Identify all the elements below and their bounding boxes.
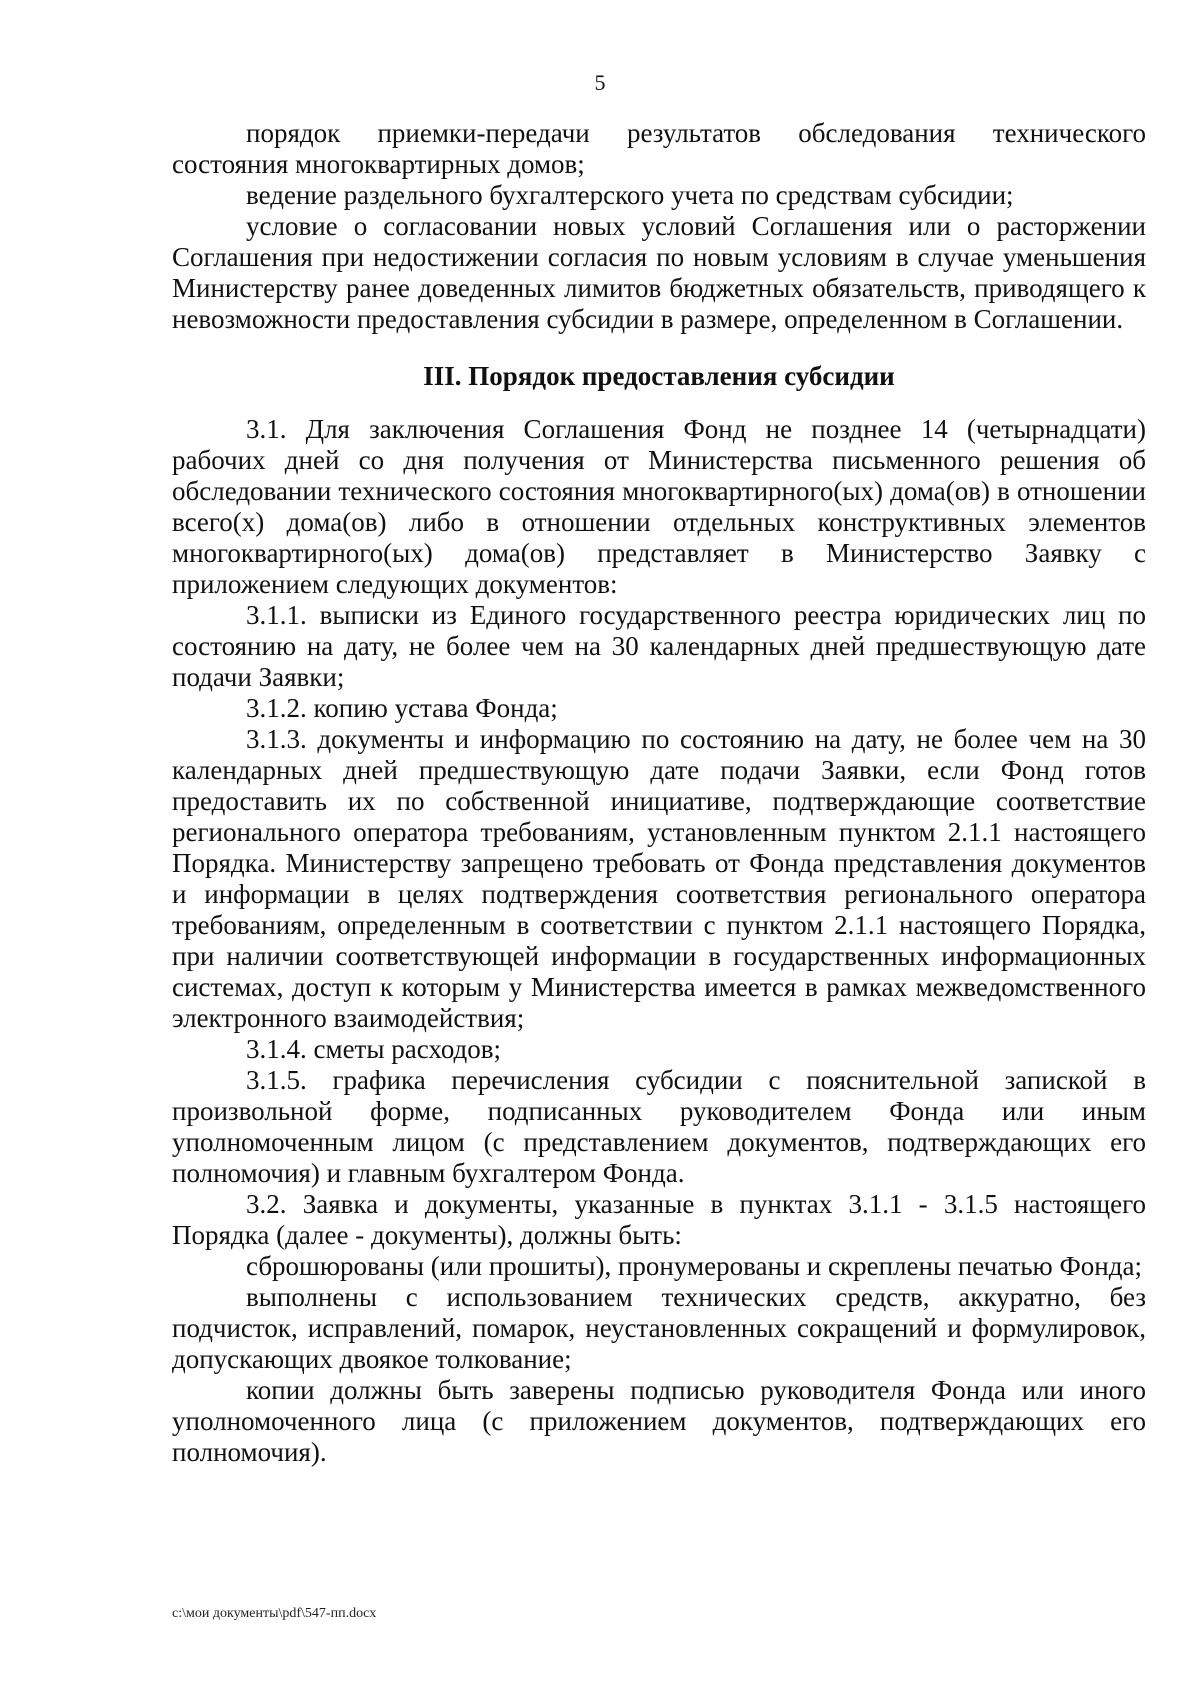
footer-file-path: c:\мои документы\pdf\547-пп.docx (172, 1606, 377, 1621)
paragraph: 3.1.1. выписки из Единого государственного реестра юридических лиц по состоянию на дату, не более чем на 30 календарных дней предшествующую дате подачи Заявки; (172, 600, 1146, 692)
paragraph: сброшюрованы (или прошиты), пронумерованы и скреплены печатью Фонда; (246, 1251, 1142, 1281)
document-body (172, 118, 1146, 1468)
paragraph: порядок приемки-передачи результатов обследования технического состояния многоквартирных домов; (172, 118, 1146, 179)
paragraph: 3.1.4. сметы расходов; (246, 1034, 502, 1064)
paragraph: выполнены с использованием технических средств, аккуратно, без подчисток, исправлений, помарок, неустановленных сокращений и формулировок, допускающих двоякое толкование; (172, 1282, 1146, 1374)
paragraph: копии должны быть заверены подписью руководителя Фонда или иного уполномоченного лица (с приложением документов, подтверждающих его полномочия). (172, 1375, 1146, 1467)
paragraph: условие о согласовании новых условий Соглашения или о расторжении Соглашения при недостижении согласия по новым условиям в случае уменьшения Министерству ранее доведенных лимитов бюджетных обязательств, приводящего к невозможности предоставления субсидии в размере, определенном в Соглашении. (172, 211, 1146, 334)
paragraph: 3.1.3. документы и информацию по состоянию на дату, не более чем на 30 календарных дней предшествующую дате подачи Заявки, если Фонд готов предоставить их по собственной инициативе, подтверждающие соответствие регионального оператора требованиям, установленным пунктом 2.1.1 настоящего Порядка. Министерству запрещено требовать от Фонда представления документов и информации в целях подтверждения соответствия регионального оператора требованиям, определенным в соответствии с пунктом 2.1.1 настоящего Порядка, при наличии соответствующей информации в государственных информационных системах, доступ к которым у Министерства имеется в рамках межведомственного электронного взаимодействия; (172, 724, 1146, 1033)
section-heading: III. Порядок предоставления субсидии (423, 361, 895, 391)
paragraph: 3.1. Для заключения Соглашения Фонд не позднее 14 (четырнадцати) рабочих дней со дня получения от Министерства письменного решения об обследовании технического состояния многоквартирного(ых) дома(ов) в отношении всего(х) дома(ов) либо в отношении отдельных конструктивных элементов многоквартирного(ых) дома(ов) представляет в Министерство Заявку с приложением следующих документов: (172, 414, 1146, 599)
paragraph: 3.1.5. графика перечисления субсидии с пояснительной запиской в произвольной форме, подписанных руководителем Фонда или иным уполномоченным лицом (с представлением документов, подтверждающих его полномочия) и главным бухгалтером Фонда. (172, 1065, 1146, 1188)
paragraph: 3.2. Заявка и документы, указанные в пунктах 3.1.1 - 3.1.5 настоящего Порядка (далее - документы), должны быть: (172, 1189, 1146, 1250)
paragraph: 3.1.2. копию устава Фонда; (246, 693, 558, 723)
paragraph: ведение раздельного бухгалтерского учета по средствам субсидии; (246, 180, 1014, 210)
page-number: 5 (594, 70, 606, 95)
